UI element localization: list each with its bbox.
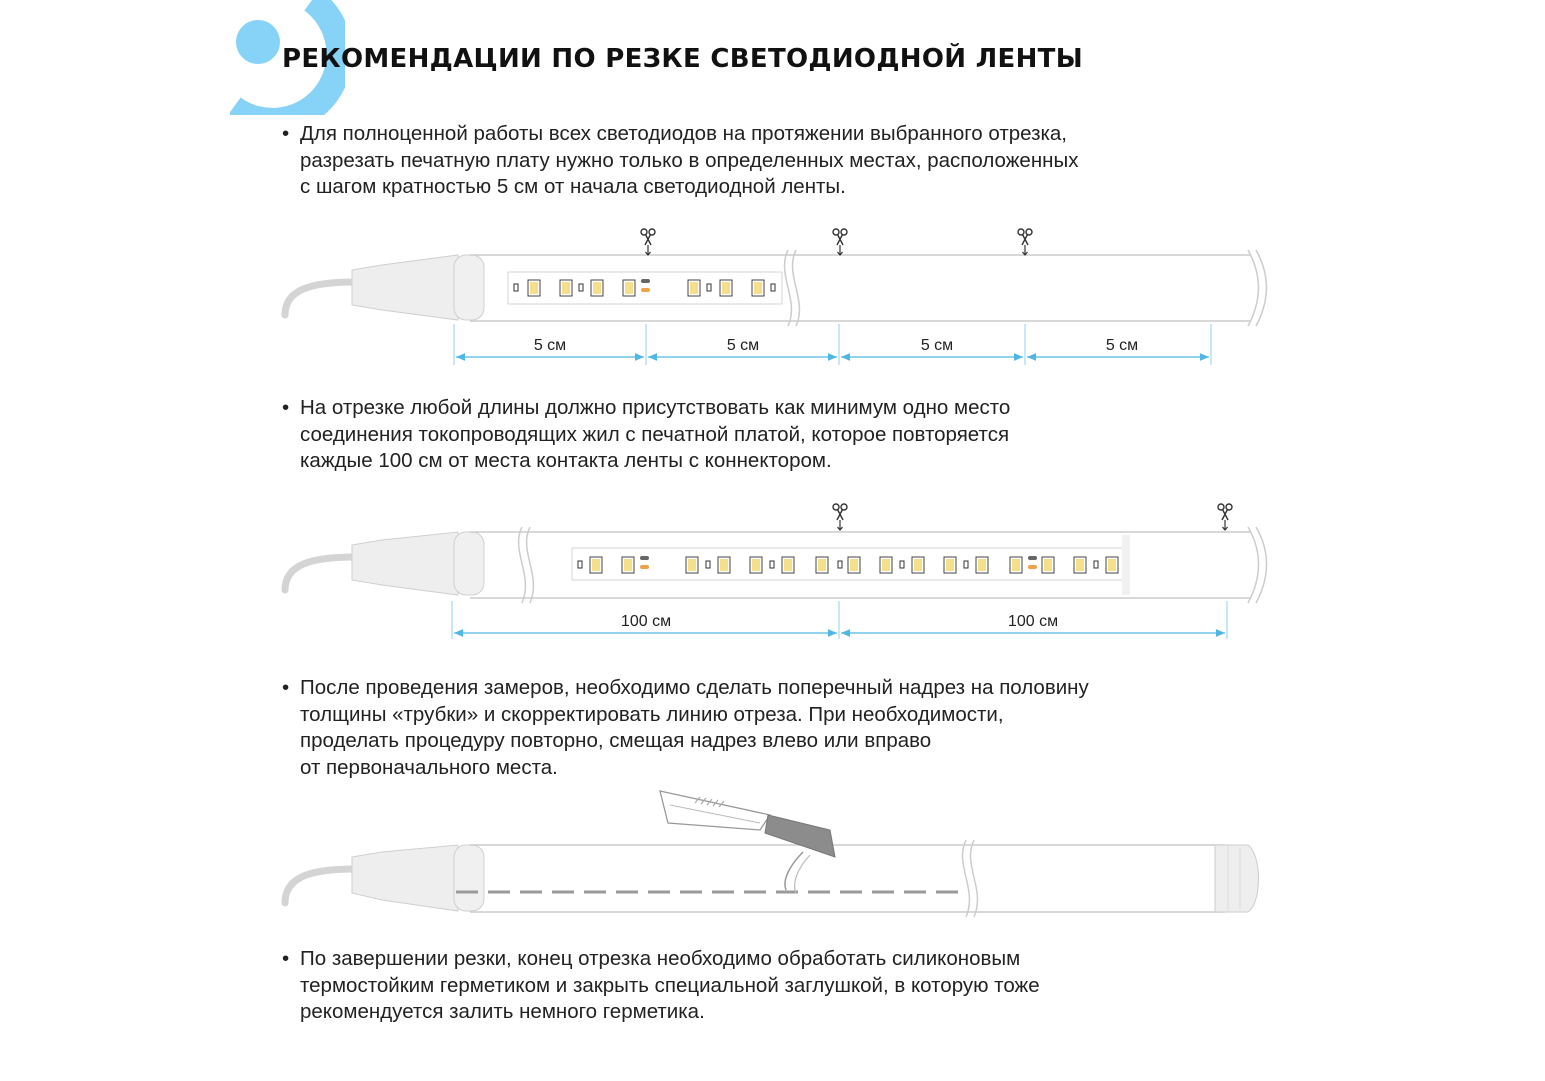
paragraph-incision bbox=[282, 675, 1089, 781]
resistor bbox=[706, 561, 710, 568]
cable bbox=[285, 282, 355, 315]
dimension-label: 5 см bbox=[920, 337, 954, 354]
dimension-label: 100 см bbox=[620, 613, 672, 630]
utility-knife-icon bbox=[660, 791, 835, 893]
solder-pad bbox=[640, 565, 649, 569]
bullet: • bbox=[282, 947, 290, 970]
paragraph-line: разрезать печатную плату нужно только в определенных местах, расположенных bbox=[300, 148, 1079, 172]
paragraph-line: рекомендуется залить немного герметика. bbox=[300, 1000, 705, 1023]
resistor bbox=[579, 284, 583, 291]
page-title: РЕКОМЕНДАЦИИ ПО РЕЗКЕ СВЕТОДИОДНОЙ ЛЕНТЫ bbox=[282, 44, 1083, 74]
resistor bbox=[964, 561, 968, 568]
scissors-icon bbox=[1018, 229, 1032, 255]
diagram-cut-step-5cm bbox=[0, 220, 1545, 370]
resistor bbox=[1094, 561, 1098, 568]
resistor bbox=[707, 284, 711, 291]
solder-pad bbox=[640, 556, 649, 560]
dimension-label: 5 см bbox=[726, 337, 760, 354]
resistor bbox=[838, 561, 842, 568]
bullet: • bbox=[282, 396, 290, 419]
resistor bbox=[900, 561, 904, 568]
cable bbox=[285, 557, 355, 590]
paragraph-line: соединения токопроводящих жил с печатной платой, которое повторяется bbox=[300, 422, 1010, 446]
paragraph-line: Для полноценной работы всех светодиодов на протяжении выбранного отрезка, bbox=[300, 122, 1067, 145]
paragraph-line: каждые 100 см от места контакта ленты с коннектором. bbox=[300, 449, 832, 472]
solder-pad bbox=[1028, 565, 1037, 569]
paragraph-sealing bbox=[282, 946, 1040, 1026]
scissors-icon bbox=[1218, 504, 1232, 530]
diagram-incision bbox=[0, 785, 1545, 935]
paragraph-line: После проведения замеров, необходимо сделать поперечный надрез на половину bbox=[300, 676, 1089, 699]
dimension-label: 100 см bbox=[1007, 613, 1059, 630]
resistor bbox=[514, 284, 518, 291]
scissors-icon bbox=[833, 504, 847, 530]
bullet: • bbox=[282, 676, 290, 699]
paragraph-line: На отрезке любой длины должно присутствовать как минимум одно место bbox=[300, 396, 1011, 419]
dimension-label: 5 см bbox=[1105, 337, 1139, 354]
cable bbox=[285, 869, 355, 903]
dimension-lines bbox=[454, 324, 1211, 365]
paragraph-line: проделать процедуру повторно, смещая надрез влево или вправо bbox=[300, 729, 932, 752]
paragraph-line: с шагом кратностью 5 см от начала светодиодной ленты. bbox=[300, 175, 846, 198]
paragraph-cut-step bbox=[282, 121, 1078, 201]
dimension-label: 5 см bbox=[533, 337, 567, 354]
paragraph-line: По завершении резки, конец отрезка необходимо обработать силиконовым bbox=[300, 947, 1021, 970]
connector bbox=[352, 255, 484, 320]
resistor bbox=[771, 284, 775, 291]
scissors-icon bbox=[641, 229, 655, 255]
paragraph-line: от первоначального места. bbox=[300, 755, 558, 779]
solder-pad bbox=[641, 279, 650, 283]
led-strip bbox=[508, 272, 782, 304]
solder-pad bbox=[1028, 556, 1037, 560]
tube bbox=[470, 840, 1259, 917]
dimension-lines bbox=[452, 601, 1227, 639]
scissors-icon bbox=[833, 229, 847, 255]
connector bbox=[352, 845, 484, 911]
diagram-connection-100cm bbox=[0, 495, 1545, 645]
led-strip bbox=[572, 535, 1130, 595]
resistor bbox=[770, 561, 774, 568]
paragraph-connection-point bbox=[282, 395, 1010, 475]
bullet: • bbox=[282, 122, 290, 145]
connector bbox=[352, 532, 484, 595]
paragraph-line: толщины «трубки» и скорректировать линию отреза. При необходимости, bbox=[300, 702, 1004, 726]
solder-pad bbox=[641, 288, 650, 292]
paragraph-line: термостойким герметиком и закрыть специальной заглушкой, в которую тоже bbox=[300, 973, 1040, 997]
resistor bbox=[578, 561, 582, 568]
